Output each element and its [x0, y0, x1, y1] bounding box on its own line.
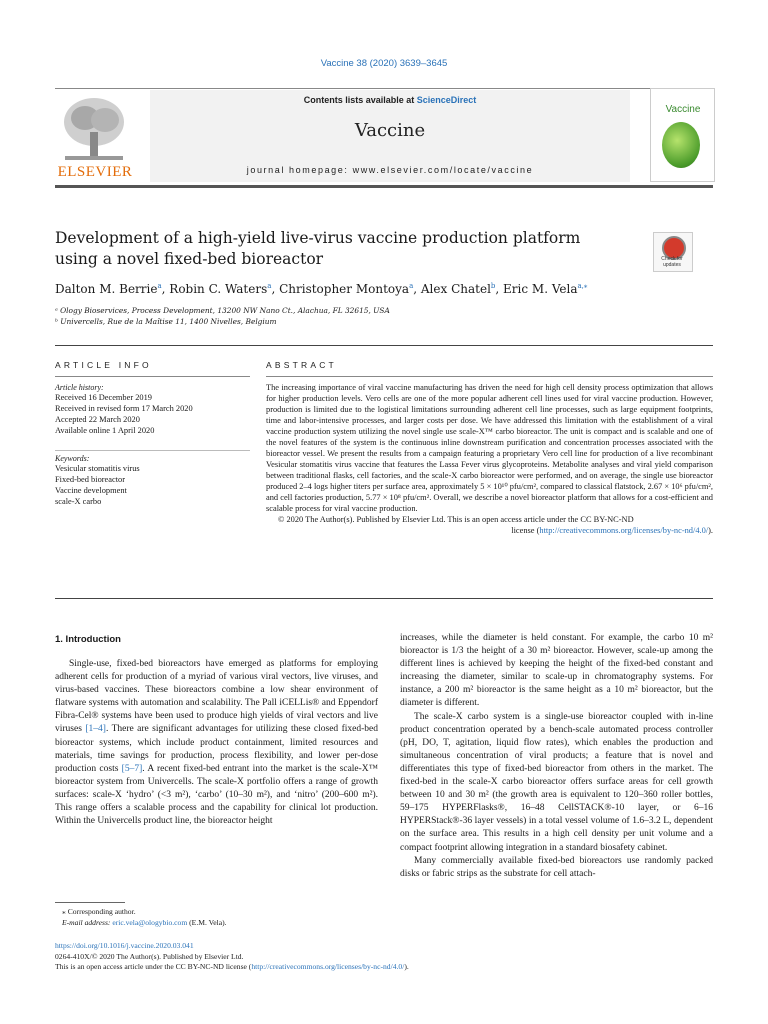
author-list: Dalton M. Berrie$^a$, Robin C. Waters$^a$, Christopher Montoya$^a$, Alex Chatel$^b$, Eric M. Vela$^{a,⁎}$	[55, 282, 588, 296]
divider	[55, 598, 713, 599]
article-title-line-1: Development of a high-yield live-virus vaccine production platform	[55, 229, 581, 247]
article-history: Article history: Received 16 December 2019 Received in revised form 17 March 2020 Accepted 22 March 2020 Available online 1 April 2020	[55, 383, 250, 436]
keyword: Vaccine development	[55, 486, 127, 495]
history-item: Available online 1 April 2020	[55, 426, 155, 435]
affiliation: ᵇ Univercells, Rue de la Maîtise 11, 1400 Nivelles, Belgium	[55, 317, 277, 326]
abstract-heading: ABSTRACT	[266, 360, 337, 370]
divider	[55, 450, 250, 451]
cover-virus-image	[662, 122, 700, 168]
paragraph: Single-use, fixed-bed bioreactors have emerged as platforms for employing adherent cells for production of a myriad of various viral vectors, live viruses, and virus-based vaccines. These bioreactors combine a low shear environment of flatware systems with automation and scalability. The Pall iCELLis® and Eppendorf Fibra-Cel® systems have been used to produce high yields of viral vectors and live viruses [1–4]. There are significant advantages for utilizing these closed fixed-bed bioreactor systems, which include product containment, limited resources and materials, time savings for production, process flexibility, and lower per-dose production costs [5–7]. A recent fixed-bed entrant into the market is the scale-X™ bioreactor system from Univercells. The scale-X portfolio offers a range of growth surfaces: scale-X ‘hydro’ (<3 m²), ‘carbo’ (10–30 m²), and ‘nitro’ (200–600 m²). This range offers a scalable process and the capability for clinical lot production. Within the Univercells product line, the bioreactor height	[55, 659, 379, 827]
author[interactable]: Eric M. Vela$^{a,⁎}$	[503, 282, 588, 296]
journal-homepage: journal homepage: www.elsevier.com/locate/vaccine	[246, 165, 534, 175]
sciencedirect-link[interactable]: ScienceDirect	[416, 95, 477, 105]
divider	[55, 345, 713, 346]
keyword: scale-X carbo	[55, 497, 102, 506]
paragraph: The scale-X carbo system is a single-use bioreactor coupled with in-line product concentration operated by a bench-scale automated process controller (pH, DO, T, agitation, liquid flow rates), which enables the production and simultaneous concentration of viral products; a feature that is novel and differentiates this type of fixed-bed bioreactor from others in the market. The fixed-bed in the scale-X carbo bioreactor offers surface areas for cell growth between 10 and 30 m² (the growth area is equivalent to 120–360 roller bottles, 59–175 HYPERFlasks®, 16–48 CellSTACK®-10 layer, or 6–16 HYPERStack®-36 layer vessels) in a total vessel volume of 1.6–3.2 L, dependent on the surface area. This results in a high cell density per unit volume and a compact footprint allowing integration in a standard biosafety cabinet.	[400, 711, 713, 853]
footnote: ⁎ Corresponding author. E-mail address: eric.vela@ologybio.com (E.M. Vela).	[62, 906, 382, 928]
author[interactable]: Dalton M. Berrie$^a$	[55, 282, 162, 296]
journal-citation[interactable]: Vaccine 38 (2020) 3639–3645	[320, 58, 448, 69]
author[interactable]: Christopher Montoya$^a$	[279, 282, 414, 296]
history-item: Received in revised form 17 March 2020	[55, 404, 193, 413]
affiliations	[55, 305, 715, 327]
divider	[55, 376, 250, 377]
open-access-line: This is an open access article under the CC BY-NC-ND license (http://creativecommons.org/licenses/by-nc-nd/4.0/).	[55, 962, 409, 971]
corresponding-author: ⁎ Corresponding author.	[62, 907, 136, 916]
contents-line: Contents lists available at ScienceDirect	[303, 95, 477, 105]
paragraph: increases, while the diameter is held constant. For example, the carbo 10 m² bioreactor is 1/3 the height of a 30 m² bioreactor. However, scale-up among the different lines is achieved by keeping the height of the fixed-bed constant and increasing the diameter, similar to scale-up in chromatography systems. For instance, a 200 m² bioreactor is the same height as a 10 m² bioreactor, but the diameter is different.	[400, 633, 713, 709]
license-line: license (http://creativecommons.org/licenses/by-nc-nd/4.0/).	[511, 526, 713, 535]
author[interactable]: Alex Chatel$^b$	[420, 282, 496, 296]
article-info-heading: ARTICLE INFO	[55, 360, 152, 370]
keyword: Fixed-bed bioreactor	[55, 475, 125, 484]
affiliation: ᵃ Ology Bioservices, Process Development, 13200 NW Nano Ct., Alachua, FL 32615, USA	[55, 306, 390, 315]
check-for-updates-label: Check for updates	[661, 256, 683, 268]
history-item: Received 16 December 2019	[55, 393, 152, 402]
reference-link[interactable]: [5–7]	[121, 763, 143, 774]
author[interactable]: Robin C. Waters$^a$	[169, 282, 272, 296]
right-column	[400, 632, 713, 881]
author-email-link[interactable]: eric.vela@ologybio.com	[112, 918, 188, 927]
license-link[interactable]: http://creativecommons.org/licenses/by-nc-nd/4.0/	[539, 526, 709, 535]
cover-title: Vaccine	[665, 104, 701, 115]
journal-title: Vaccine	[354, 120, 426, 141]
paragraph: Many commercially available fixed-bed bioreactors use randomly packed disks or fabric strips as the substrate for cell attach-	[400, 855, 713, 879]
abstract-text: The increasing importance of viral vaccine manufacturing has driven the need for high cell density process optimization that allows for higher production levels. Vero cells are one of the more popular adherent cell lines used for viral vaccine production. However, production is limited due to the logistical limitations surrounding adherent cell line processes, such as large equipment footprints, time and labor-intensive processes, and larger costs per dose. We have addressed this limitation with the establishment of a viral vaccine production system utilizing the novel single use scale-X™ carbo bioreactor. The unit is compact and is scalable and one of the novel features of the system is the continuous inline downstream purification and concentration processes associated with the bioreactor vessel. We present the results from a campaign featuring a proprietary Vero cell line for production of a live recombinant Vesicular stomatitis virus vaccine that features the Lassa Fever virus glycoproteins. Metabolite analyses and viral yield comparison between traditional flasks, cell factories, and the scale-X carbo bioreactor were performed, and on average, the single use bioreactor produced 2–4 logs higher titers per surface area, approximately 5 × 10¹⁰ pfu/cm², compared to classical flatstock, 2.67 × 10⁶ pfu/cm², and cell factories production, 5.77 × 10⁸ pfu/cm². Overall, we describe a novel bioreactor platform that allows for a cost-efficient and scalable process for viral vaccine production.	[266, 383, 713, 513]
abstract-body	[266, 382, 713, 536]
copyright-notice: © 2020 The Author(s). Published by Elsevier Ltd. This is an open access article under the CC BY-NC-ND	[278, 515, 634, 524]
left-column	[55, 658, 378, 828]
footnote-divider	[55, 902, 125, 903]
doi-link[interactable]: https://doi.org/10.1016/j.vaccine.2020.03.041	[55, 941, 194, 950]
homepage-link[interactable]: www.elsevier.com/locate/vaccine	[352, 165, 534, 175]
article-title-line-2: using a novel fixed-bed bioreactor	[55, 250, 324, 268]
page-footer	[55, 941, 715, 973]
issn-line: 0264-410X/© 2020 The Author(s). Published by Elsevier Ltd.	[55, 951, 244, 961]
article-title	[55, 228, 635, 270]
elsevier-wordmark: ELSEVIER	[57, 164, 133, 180]
keyword: Vesicular stomatitis virus	[55, 464, 140, 473]
license-link[interactable]: http://creativecommons.org/licenses/by-nc-nd/4.0/	[251, 962, 405, 971]
reference-link[interactable]: [1–4]	[85, 724, 106, 735]
divider	[266, 376, 713, 377]
history-item: Accepted 22 March 2020	[55, 415, 140, 424]
section-heading-introduction: 1. Introduction	[55, 634, 121, 645]
keywords: Keywords: Vesicular stomatitis virus Fixed-bed bioreactor Vaccine development scale-X carbo	[55, 454, 250, 507]
